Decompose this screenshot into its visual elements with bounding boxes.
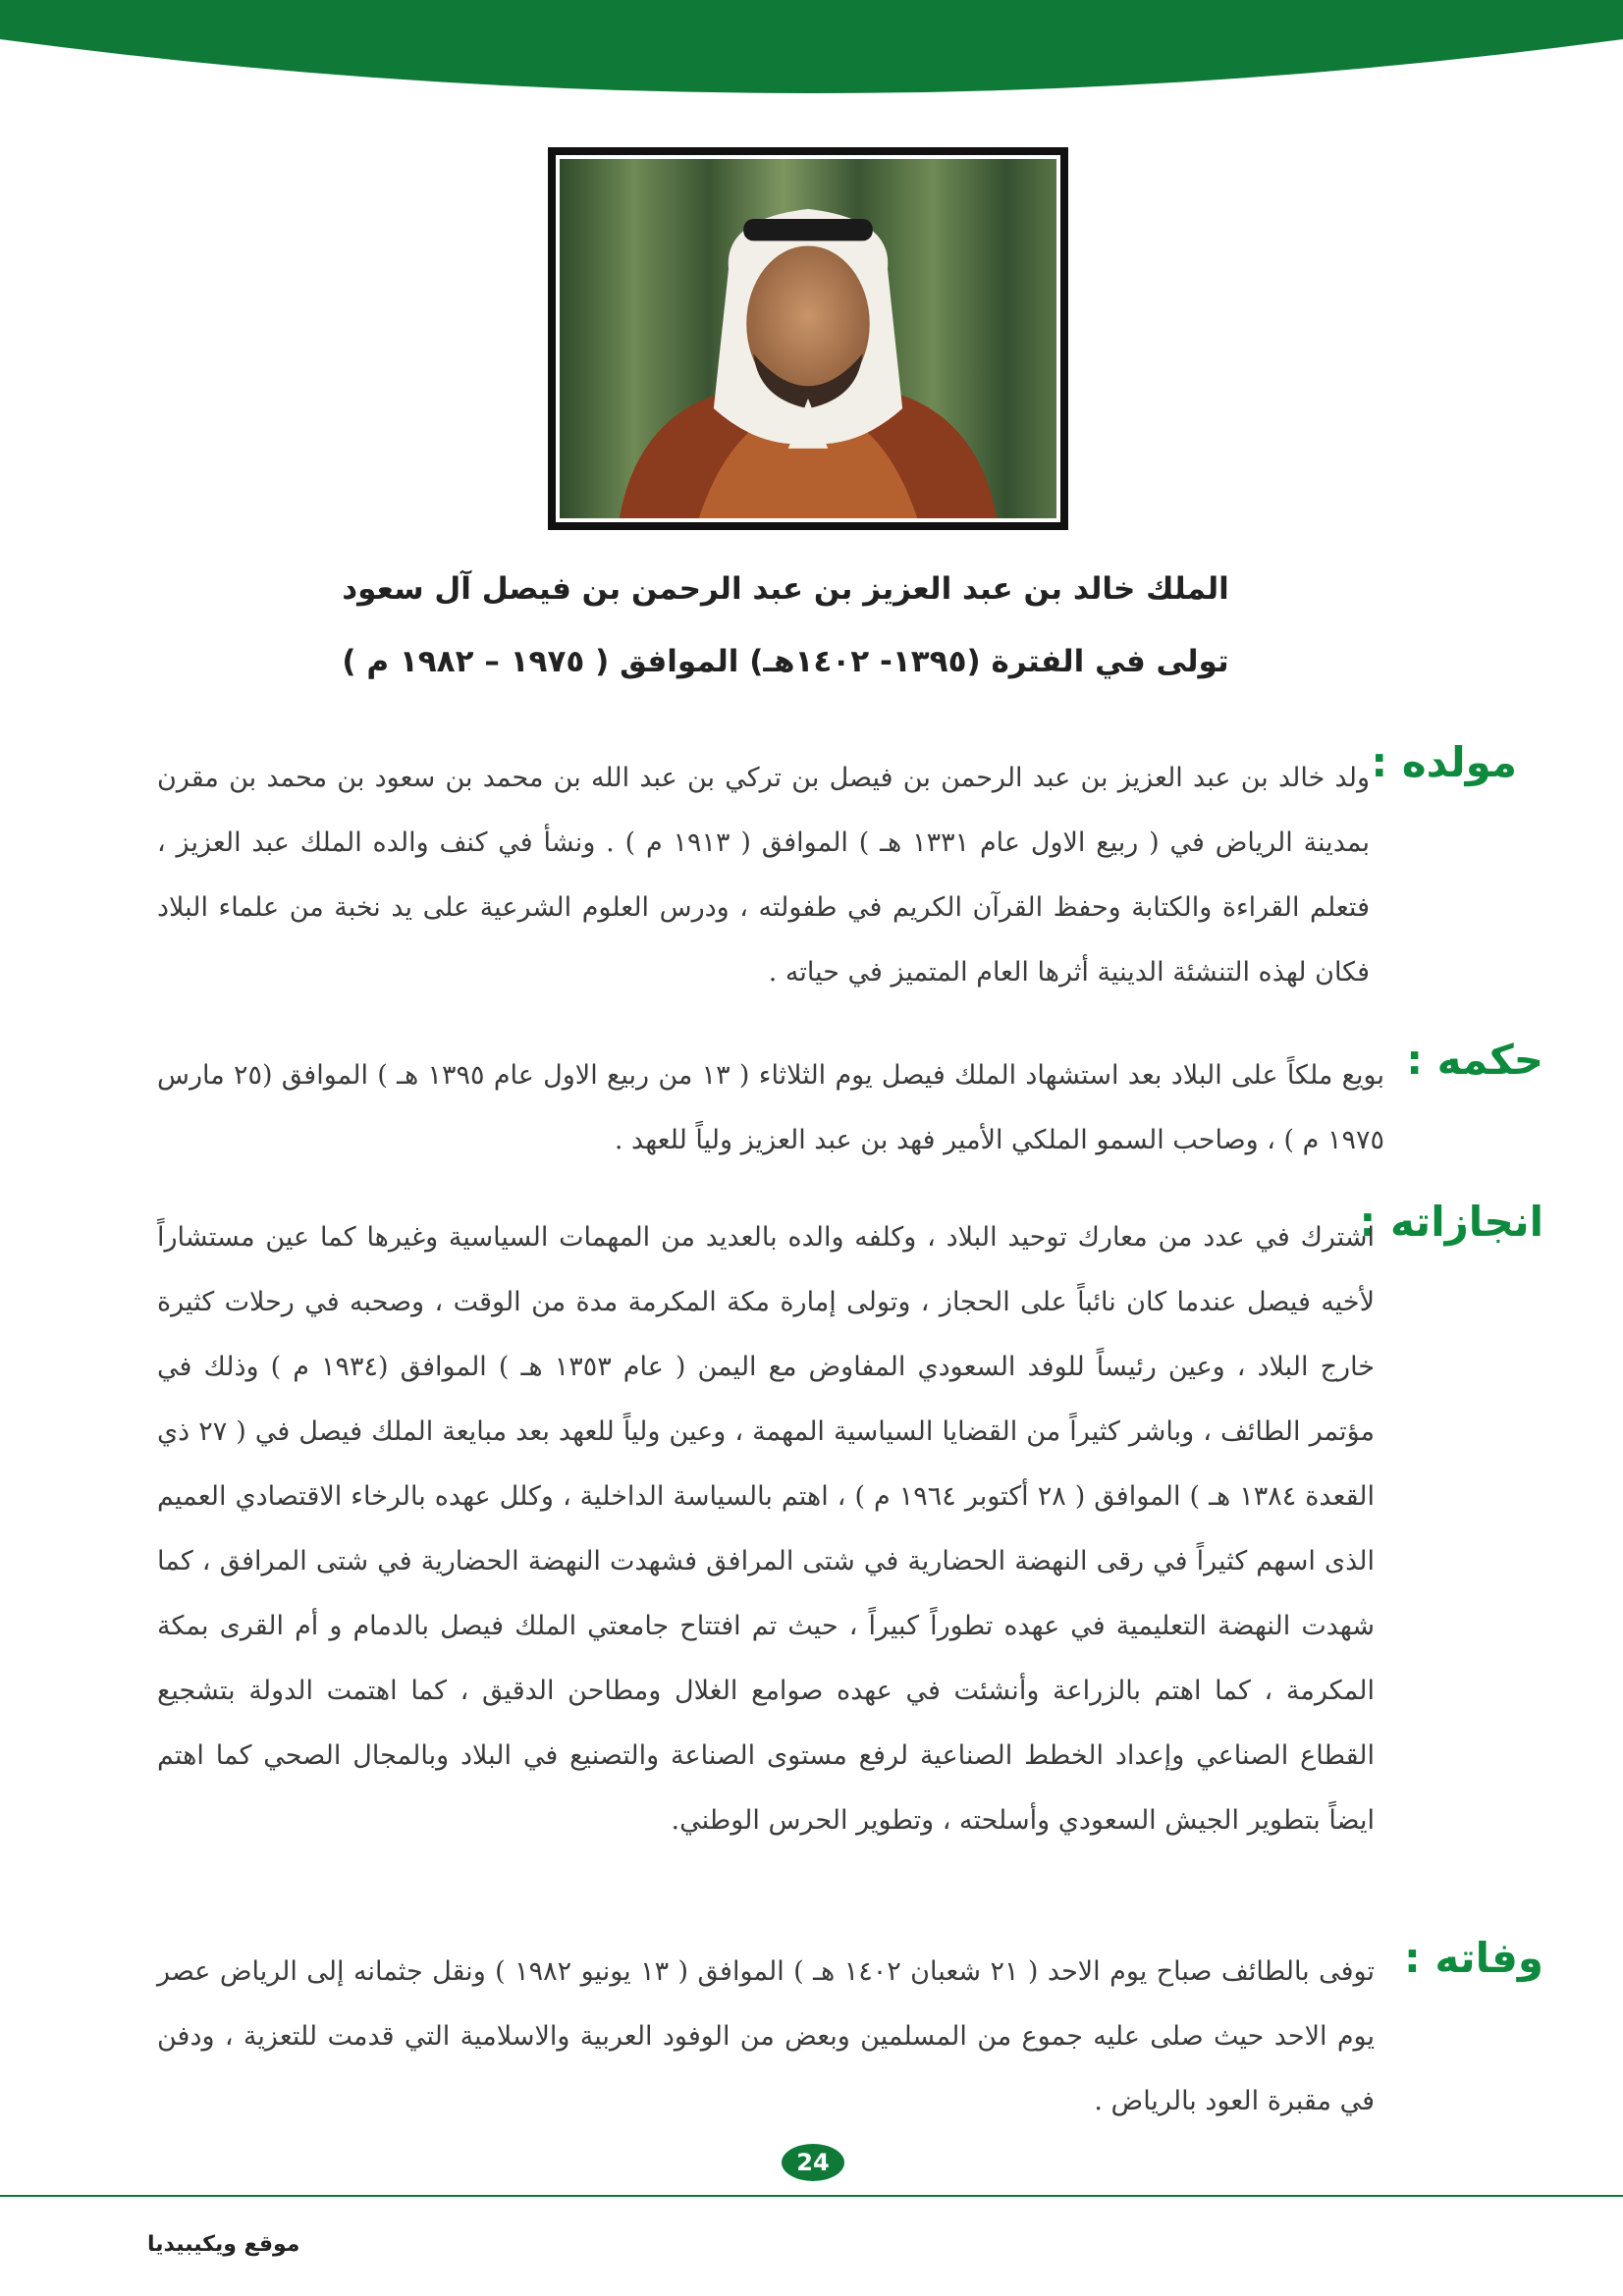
section-text: بويع ملكاً على البلاد بعد استشهاد الملك فيصل يوم الثلاثاء ( ١٣ من ربيع الاول عام ١٣٩٥ هـ ) الموافق (٢٥ مارس ١٩٧٥ م ) ، وصاحب السمو الملكي الأمير فهد بن عبد العزيز ولياً للعهد .: [157, 1060, 1384, 1155]
section-heading: وفاته :: [1403, 1934, 1543, 1982]
section-reign: [157, 1036, 1543, 1173]
section-achievements: [157, 1198, 1543, 1924]
section-heading: انجازاته :: [1359, 1198, 1543, 1246]
section-text: ولد خالد بن عبد العزيز بن عبد الرحمن بن فيصل بن تركي بن عبد الله بن محمد بن سعود بن محمد بن مقرن بمدينة الرياض في ( ربيع الاول عام ١٣٣١ هـ ) الموافق ( ١٩١٣ م ) . ونشأ في كنف والده الملك عبد العزيز ، فتعلم القراءة والكتابة وحفظ القرآن الكريم في طفولته ، ودرس العلوم الشرعية على يد نخبة من علماء البلاد فكان لهذه التنشئة الدينية أثرها العام المتميز في حياته .: [157, 763, 1370, 988]
king-portrait-frame: [548, 147, 1068, 530]
page-number: 24: [782, 2144, 844, 2181]
source-credit: موقع ويكيبيديا: [147, 2232, 300, 2257]
section-heading: مولده :: [1371, 738, 1517, 786]
page-title: الملك خالد بن عبد العزيز بن عبد الرحمن بن فيصل آل سعود: [342, 571, 1229, 607]
footer-divider: [0, 2195, 1623, 2197]
section-death: [157, 1934, 1543, 2130]
section-text: اشترك في عدد من معارك توحيد البلاد ، وكلفه والده بالعديد من المهمات السياسية وغيرها كما عين مستشاراً لأخيه فيصل عندما كان نائباً على الحجاز ، وتولى إمارة مكة المكرمة مدة من الوقت ، وصحبه في رحلات كثيرة خارج البلاد ، وعين رئيساً للوفد السعودي المفاوض مع اليمن ( عام ١٣٥٣ هـ ) الموافق (١٩٣٤ م ) وذلك في مؤتمر الطائف ، وباشر كثيراً من القضايا السياسية المهمة ، وعين ولياً للعهد بعد مبايعة الملك فيصل في ( ٢٧ ذي القعدة ١٣٨٤ هـ ) الموافق ( ٢٨ أكتوبر ١٩٦٤ م ) ، اهتم بالسياسة الداخلية ، وكلل عهده بالرخاء الاقتصادي العميم الذى اسهم كثيراً في رقى النهضة الحضارية في شتى المرافق فشهدت النهضة الحضارية في شتى المرافق ، كما شهدت النهضة التعليمية في عهده تطوراً كبيراً ، حيث تم افتتاح جامعتي الملك فيصل بالدمام و أم القرى بمكة المكرمة ، كما اهتم بالزراعة وأنشئت في عهده صوامع الغلال ومطاحن الدقيق ، كما اهتمت الدولة بتشجيع القطاع الصناعي وإعداد الخطط الصناعية لرفع مستوى الصناعة والتصنيع في البلاد وبالمجال الصحي كما اهتم ايضاً بتطوير الجيش السعودي وأسلحته ، وتطوير الحرس الوطني.: [157, 1222, 1375, 1836]
section-heading: حكمه :: [1406, 1036, 1543, 1084]
section-text: توفى بالطائف صباح يوم الاحد ( ٢١ شعبان ١٤٠٢ هـ ) الموافق ( ١٣ يونيو ١٩٨٢ ) ونقل جثمانه إلى الرياض عصر يوم الاحد حيث صلى عليه جموع من المسلمين وبعض من الوفود العربية والاسلامية التي قدمت للتعزية ، ودفن في مقبرة العود بالرياض .: [157, 1956, 1376, 2116]
section-birth: [157, 738, 1517, 1003]
top-green-band: [0, 0, 1623, 118]
king-portrait-photo: [556, 155, 1060, 522]
reign-period: تولى في الفترة (١٣٩٥- ١٤٠٢هـ) الموافق ( ١٩٧٥ – ١٩٨٢ م ): [342, 644, 1229, 679]
